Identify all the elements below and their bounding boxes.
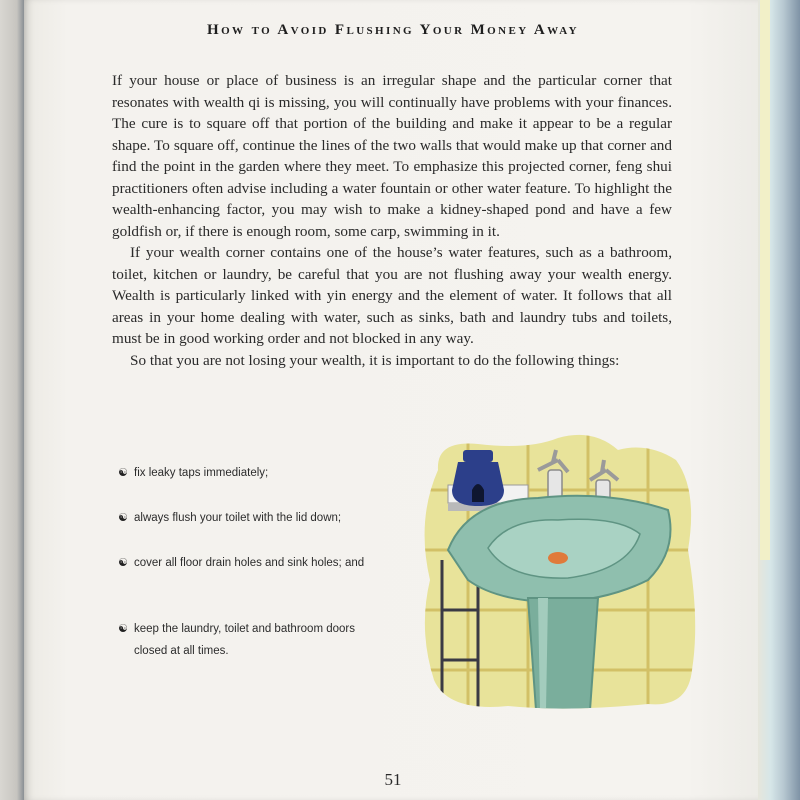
paragraph: If your house or place of business is an irregular shape and the particular corner that resonates with wealth qi is missing, you will continually have problems with your finances. The cure is to square off that portion of the building and make it appear to be a regular shape. To square off, continue the lines of the two walls that would make up that corner and find the point in the garden where they meet. To emphasize this projected corner, feng shui practitioners often advise including a water fountain or other water feature. To highlight the wealth-enhancing factor, you may wish to make a kidney-shaped pond and have a few goldfish or, if there is enough room, some carp, swimming in it. — [112, 72, 672, 240]
adjacent-page-edge — [0, 0, 24, 800]
paragraph: If your wealth corner contains one of the house’s water features, such as a bathroom, toilet, kitchen or laundry, be careful that you are not flushing away your wealth energy. Wealth is particularly linked with yin energy and the element of water. It follows that all areas in your home dealing with water, such as sinks, bath and laundry tubs and toilets, must be in good working order and not blocked in any way. — [112, 244, 672, 347]
book-edge — [758, 0, 800, 800]
yin-yang-icon: ☯ — [118, 512, 128, 524]
body-text — [112, 70, 672, 371]
page-number: 51 — [384, 770, 402, 789]
book-page — [24, 0, 762, 800]
list-item-text: fix leaky taps immediately; — [134, 467, 269, 479]
list-item — [118, 507, 341, 529]
sink-basin — [448, 496, 671, 602]
yin-yang-icon: ☯ — [118, 467, 128, 479]
list-item — [118, 618, 374, 662]
soap — [548, 552, 568, 564]
page-edges — [760, 0, 770, 560]
yin-yang-icon: ☯ — [118, 623, 128, 635]
list-item-text: always flush your toilet with the lid down; — [134, 512, 342, 524]
yin-yang-icon: ☯ — [118, 557, 128, 569]
sink-illustration — [408, 430, 698, 710]
list-item-text: cover all floor drain holes and sink holes; and — [134, 557, 365, 569]
list-item-text: keep the laundry, toilet and bathroom doors closed at all times. — [134, 623, 355, 657]
paragraph: So that you are not losing your wealth, it is important to do the following things: — [130, 351, 620, 369]
list-item — [118, 462, 268, 484]
page-header: How to Avoid Flushing Your Money Away — [207, 22, 579, 38]
list-item — [118, 552, 374, 574]
